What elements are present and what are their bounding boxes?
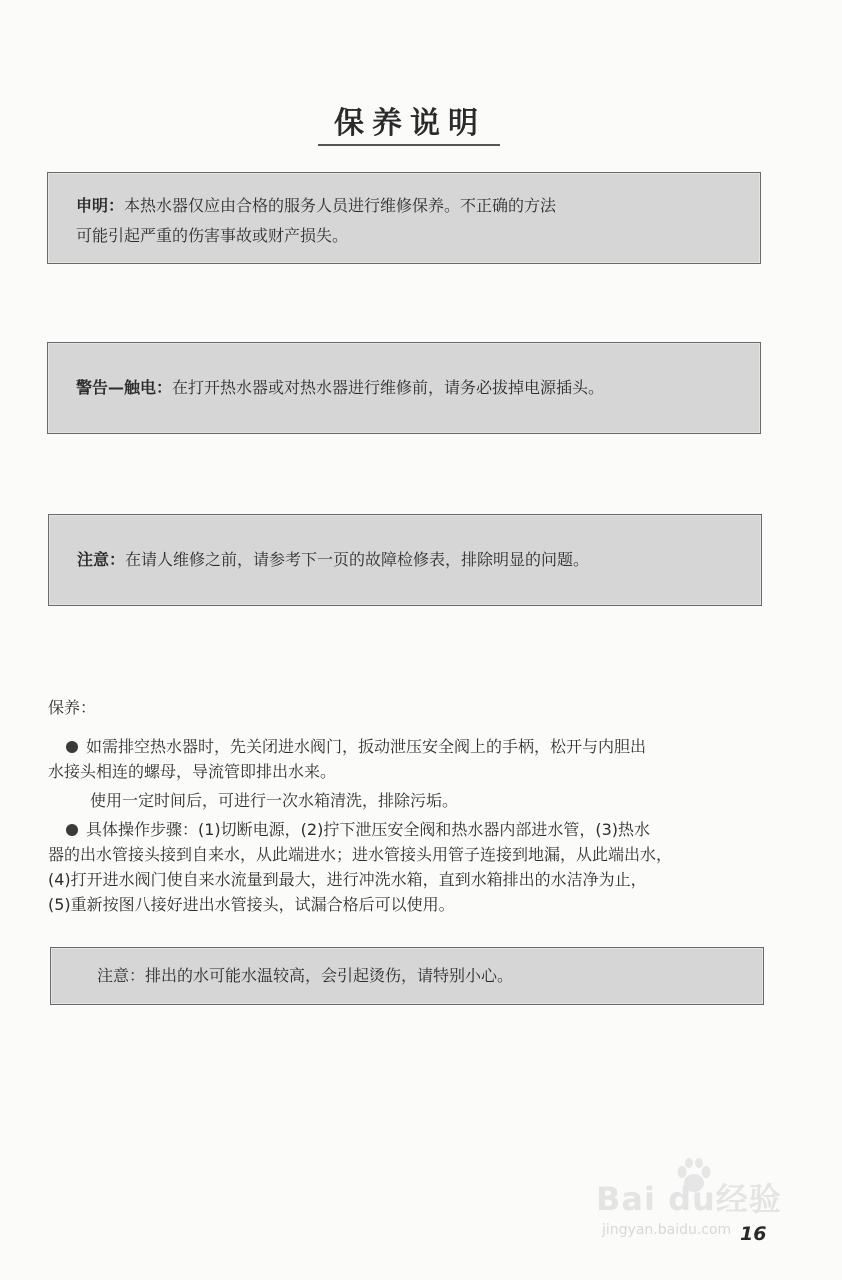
bullet-2-line-2: 器的出水管接头接到自来水，从此端进水；进水管接头用管子连接到地漏，从此端出水， <box>48 845 673 864</box>
warning-box <box>47 342 761 434</box>
statement-line-1 <box>76 191 732 221</box>
bullet-icon <box>66 824 78 836</box>
statement-text: 本热水器仅应由合格的服务人员进行维修保养。不正确的方法 <box>124 196 557 215</box>
bullet-2-line-1: 具体操作步骤：(1)切断电源，(2)拧下泄压安全阀和热水器内部进水管，(3)热水 <box>86 820 650 839</box>
notice-box-2: 注意：排出的水可能水温较高，会引起烫伤，请特别小心。 <box>50 947 764 1005</box>
bullet-icon <box>66 741 78 753</box>
title-underline <box>318 144 500 146</box>
bullet-1-line-2: 水接头相连的螺母，导流管即排出水来。 <box>48 762 337 781</box>
page-number: 16 <box>740 1223 767 1245</box>
notice-text: 在请人维修之前，请参考下一页的故障检修表，排除明显的问题。 <box>125 550 590 569</box>
statement-line-2: 可能引起严重的伤害事故或财产损失。 <box>76 226 349 245</box>
bullet-1-line-1: 如需排空热水器时，先关闭进水阀门，扳动泄压安全阀上的手柄，松开与内胆出 <box>86 737 647 756</box>
bullet-2-line-3: (4)打开进水阀门使自来水流量到最大，进行冲洗水箱，直到水箱排出的水洁净为止， <box>48 870 647 889</box>
warning-text: 在打开热水器或对热水器进行维修前，请务必拔掉电源插头。 <box>172 378 605 397</box>
maintenance-bullet-2 <box>48 817 768 917</box>
statement-label: 申明： <box>76 196 125 215</box>
watermark-url: jingyan.baidu.com <box>602 1222 732 1238</box>
maintenance-usage: 使用一定时间后，可进行一次水箱清洗，排除污垢。 <box>90 791 459 810</box>
maintenance-heading: 保养： <box>48 698 97 717</box>
watermark-brand: Bai du经验 <box>596 1180 782 1218</box>
warning-label: 警告—触电： <box>76 378 173 397</box>
notice-label: 注意： <box>77 550 126 569</box>
statement-box <box>47 172 761 264</box>
bullet-2-line-4: (5)重新按图八接好进出水管接头，试漏合格后可以使用。 <box>48 895 455 914</box>
page-title: 保养说明 <box>334 106 486 141</box>
notice-box <box>48 514 762 606</box>
maintenance-bullet-1 <box>48 734 768 784</box>
maintenance-section <box>48 695 768 921</box>
